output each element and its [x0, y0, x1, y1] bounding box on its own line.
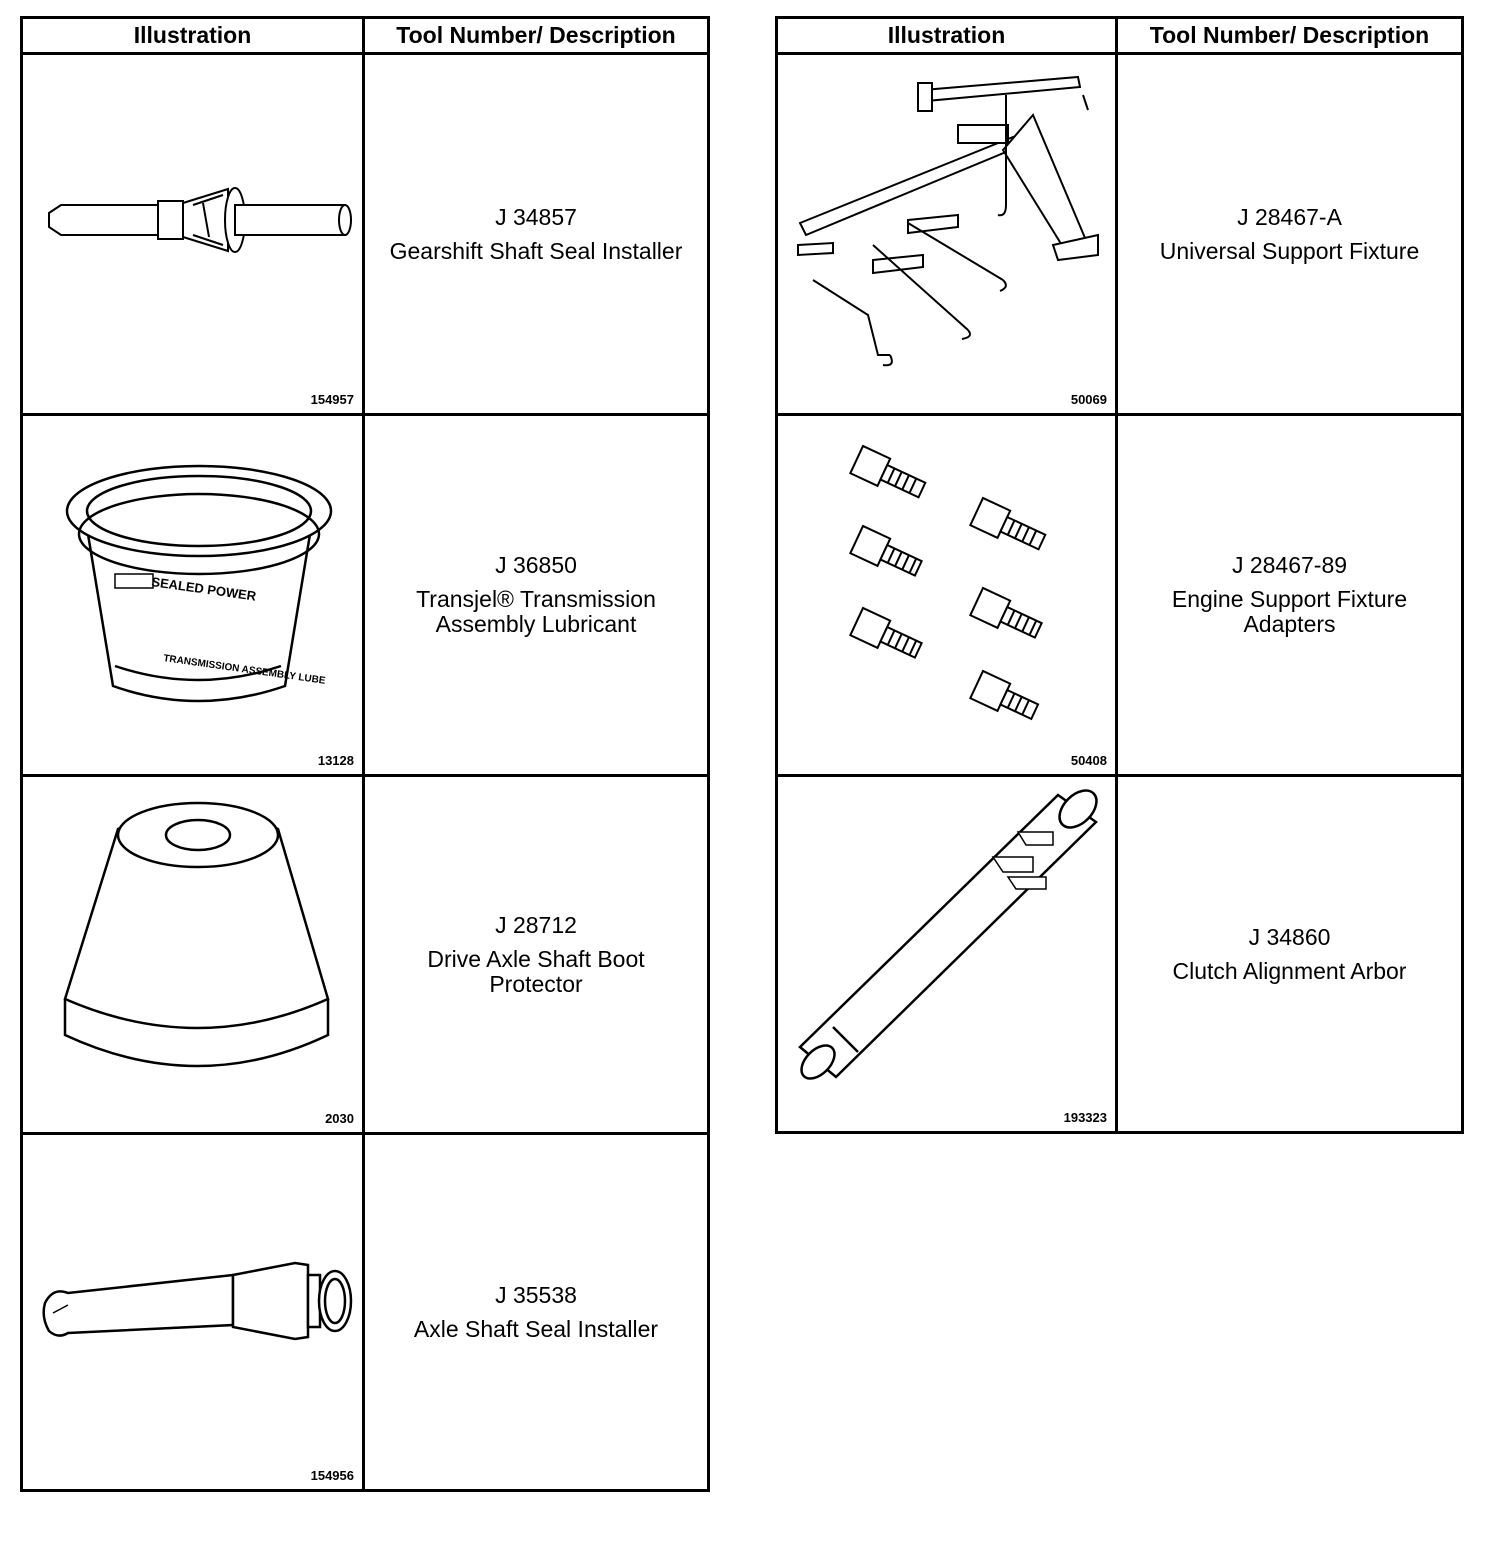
tool-description-line2: Assembly Lubricant — [435, 611, 637, 637]
tool-description-line2: Protector — [489, 970, 583, 997]
clutch-alignment-arbor-illustration — [778, 777, 1118, 1131]
figure-number: 2030 — [325, 1111, 354, 1126]
header-illustration: Illustration — [778, 19, 1118, 55]
table-row — [23, 777, 707, 1132]
fixture-adapters-illustration — [778, 416, 1118, 774]
container-brand-text: SEALED POWER — [150, 574, 258, 604]
figure-number: 193323 — [1063, 1110, 1107, 1125]
description-cell — [1118, 777, 1461, 1131]
illustration-cell — [23, 1135, 365, 1489]
description-cell — [365, 777, 707, 1132]
tool-number: J 34860 — [1248, 923, 1331, 950]
table-row — [23, 55, 707, 413]
table-row — [23, 1135, 707, 1489]
tool-number: J 28467-89 — [1231, 552, 1348, 578]
illustration-cell — [23, 777, 365, 1132]
universal-support-fixture-illustration — [778, 55, 1118, 413]
tool-description: Drive Axle Shaft Boot — [427, 945, 645, 972]
table-row — [778, 416, 1461, 774]
illustration-cell — [778, 777, 1118, 1131]
tool-number: J 28712 — [495, 911, 577, 938]
header-description: Tool Number/ Description — [1118, 19, 1461, 55]
tool-description: Transjel® Transmission — [416, 586, 656, 612]
figure-number: 154956 — [310, 1468, 354, 1483]
description-cell — [365, 1135, 707, 1489]
left-tool-table — [20, 16, 710, 1492]
container-product-text: TRANSMISSION ASSEMBLY LUBE — [162, 653, 327, 687]
gearshift-seal-installer-illustration — [23, 55, 365, 413]
lubricant-tub-illustration — [23, 416, 365, 774]
table-row — [778, 55, 1461, 413]
header-description: Tool Number/ Description — [365, 19, 707, 55]
description-cell — [1118, 416, 1461, 774]
boot-protector-illustration — [23, 777, 365, 1132]
illustration-cell — [778, 55, 1118, 413]
tool-description: Engine Support Fixture — [1171, 586, 1408, 612]
figure-number: 154957 — [310, 392, 354, 407]
tool-description-line2: Adapters — [1243, 611, 1336, 637]
figure-number: 13128 — [317, 753, 354, 768]
figure-number: 50408 — [1070, 753, 1107, 768]
tool-description: Universal Support Fixture — [1159, 237, 1420, 264]
tool-description: Gearshift Shaft Seal Installer — [389, 237, 683, 264]
illustration-cell — [778, 416, 1118, 774]
header-illustration: Illustration — [23, 19, 365, 55]
tool-number: J 36850 — [495, 552, 577, 578]
tool-description: Axle Shaft Seal Installer — [413, 1315, 659, 1342]
illustration-cell — [23, 55, 365, 413]
table-row — [23, 416, 707, 774]
description-cell — [365, 55, 707, 413]
right-tool-table — [775, 16, 1464, 1134]
tool-description: Clutch Alignment Arbor — [1172, 957, 1407, 984]
tool-number: J 34857 — [495, 203, 577, 230]
table-row — [778, 777, 1461, 1131]
tool-number: J 35538 — [495, 1281, 577, 1308]
description-cell — [1118, 55, 1461, 413]
tool-number: J 28467-A — [1237, 203, 1342, 230]
figure-number: 50069 — [1070, 392, 1107, 407]
axle-seal-installer-illustration — [23, 1135, 365, 1489]
illustration-cell — [23, 416, 365, 774]
description-cell — [365, 416, 707, 774]
